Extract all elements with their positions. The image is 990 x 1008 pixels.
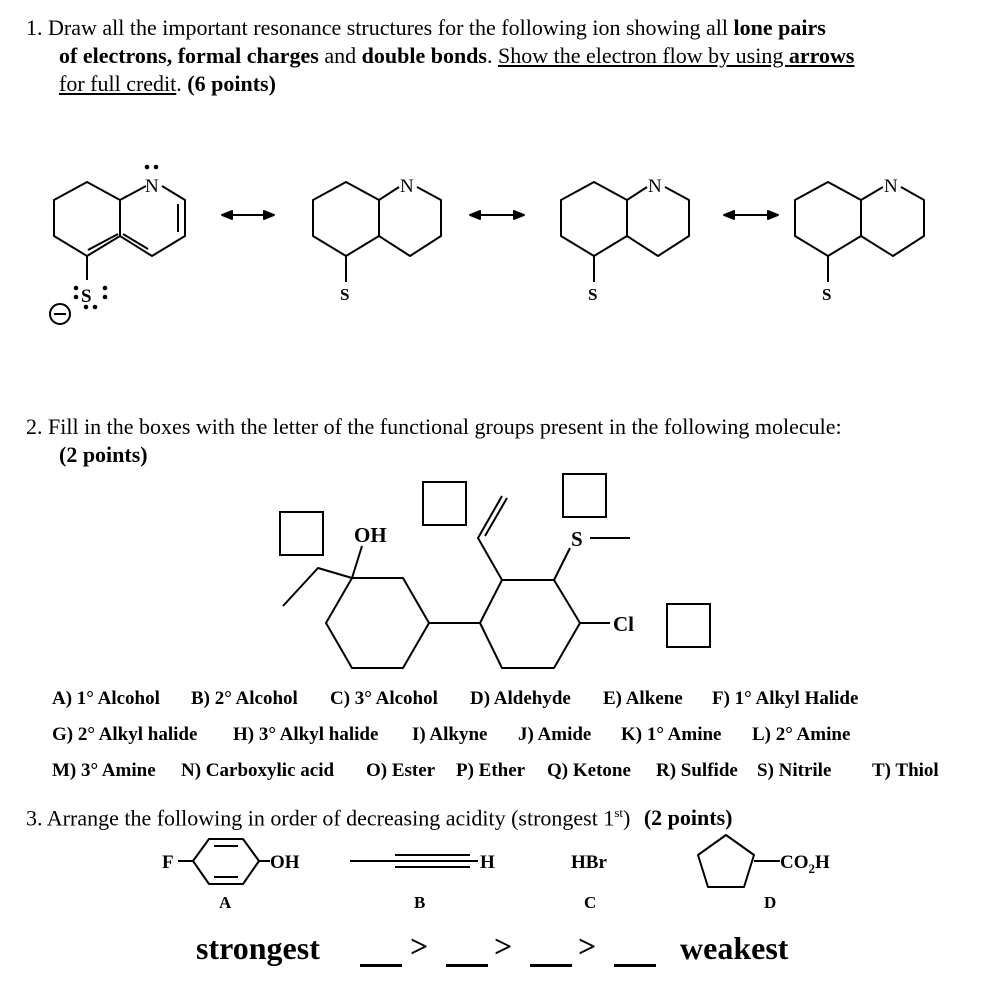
atom-n-2: N	[400, 176, 414, 197]
question-2-text: 2. Fill in the boxes with the letter of the functional groups present in the following molecule:	[26, 414, 842, 439]
acidity-order-line	[0, 930, 990, 974]
q1-period: .	[486, 43, 498, 68]
label-oh: OH	[354, 523, 387, 547]
option-n: N) Carboxylic acid	[181, 760, 335, 781]
compound-c: HBr	[571, 852, 607, 873]
option-a: A) 1° Alcohol	[52, 688, 160, 709]
q1-lone-pairs: lone pairs	[733, 15, 826, 40]
q1-number: 1.	[26, 15, 43, 40]
q3-text-end: )	[623, 805, 631, 831]
label-b: B	[414, 893, 426, 912]
q1-points: (6 points)	[187, 71, 276, 96]
q1-period2: .	[176, 71, 188, 96]
answer-blank-4[interactable]	[614, 964, 656, 967]
label-cl: Cl	[613, 612, 634, 636]
option-k: K) 1° Amine	[621, 724, 722, 745]
option-m: M) 3° Amine	[52, 760, 156, 781]
atom-s-3: S	[588, 285, 598, 304]
weakest-label: weakest	[680, 930, 789, 966]
q1-intro: Draw all the important resonance structures for the following ion showing all	[48, 15, 734, 40]
option-f: F) 1° Alkyl Halide	[712, 688, 859, 709]
resonance-structure-1	[54, 182, 185, 280]
q1-full-credit: for full credit	[59, 71, 177, 96]
atom-n-1: N	[145, 176, 159, 197]
option-r: R) Sulfide	[656, 760, 738, 781]
q3-text: 3. Arrange the following in order of decreasing acidity (strongest 1	[26, 805, 615, 831]
q1-formal-charges: formal charges	[177, 43, 319, 68]
atom-n-3: N	[648, 176, 662, 197]
question-2-points: (2 points)	[59, 442, 148, 467]
resonance-arrow-2	[470, 211, 524, 219]
option-i: I) Alkyne	[412, 724, 488, 745]
q1-arrows: arrows	[788, 43, 855, 68]
answer-box-4[interactable]	[667, 604, 710, 647]
strongest-label: strongest	[196, 930, 320, 966]
question-3-text	[26, 799, 732, 832]
atom-n-4: N	[884, 176, 898, 197]
option-h: H) 3° Alkyl halide	[233, 724, 379, 745]
option-c: C) 3° Alcohol	[330, 688, 438, 709]
acidity-compounds	[0, 830, 990, 930]
q1-and: and	[318, 43, 362, 68]
q1-show-flow: Show the electron flow by using	[497, 43, 789, 68]
answer-box-3[interactable]	[563, 474, 606, 517]
option-p: P) Ether	[456, 760, 526, 781]
label-d: D	[764, 893, 777, 912]
answer-blank-3[interactable]	[530, 964, 572, 967]
resonance-structure-4	[795, 182, 924, 282]
option-q: Q) Ketone	[547, 760, 631, 781]
compound-b-h: H	[480, 852, 495, 873]
option-e: E) Alkene	[603, 688, 683, 709]
option-s: S) Nitrile	[757, 760, 832, 781]
option-d: D) Aldehyde	[470, 688, 571, 709]
gt-2: >	[494, 928, 513, 964]
resonance-arrow-1	[222, 211, 274, 219]
gt-3: >	[578, 928, 597, 964]
resonance-arrow-3	[724, 211, 778, 219]
compound-a-f: F	[162, 852, 174, 873]
atom-s-1: S	[81, 286, 92, 307]
answer-box-2[interactable]	[423, 482, 466, 525]
q3-sup: st	[614, 805, 623, 820]
resonance-structures	[0, 0, 990, 340]
label-a: A	[219, 893, 232, 912]
compound-a-oh: OH	[270, 852, 300, 873]
gt-1: >	[410, 928, 429, 964]
functional-group-options	[0, 688, 990, 788]
resonance-structure-2	[313, 182, 441, 282]
answer-blank-2[interactable]	[446, 964, 488, 967]
option-t: T) Thiol	[872, 760, 939, 781]
functional-group-molecule	[0, 460, 990, 720]
answer-box-1[interactable]	[280, 512, 323, 555]
option-o: O) Ester	[366, 760, 436, 781]
option-g: G) 2° Alkyl halide	[52, 724, 198, 745]
atom-s-2: S	[340, 285, 350, 304]
q1-double-bonds: double bonds	[361, 43, 487, 68]
resonance-structure-3	[561, 182, 689, 282]
label-c: C	[584, 893, 597, 912]
option-b: B) 2° Alcohol	[191, 688, 298, 709]
answer-blank-1[interactable]	[360, 964, 402, 967]
compound-d: $CO_2H$	[780, 852, 830, 876]
q1-of-electrons: of electrons,	[59, 43, 178, 68]
label-s: S	[571, 527, 583, 551]
atom-s-4: S	[822, 285, 832, 304]
q3-points: (2 points)	[643, 805, 733, 831]
option-l: L) 2° Amine	[752, 724, 851, 745]
option-j: J) Amide	[518, 724, 592, 745]
